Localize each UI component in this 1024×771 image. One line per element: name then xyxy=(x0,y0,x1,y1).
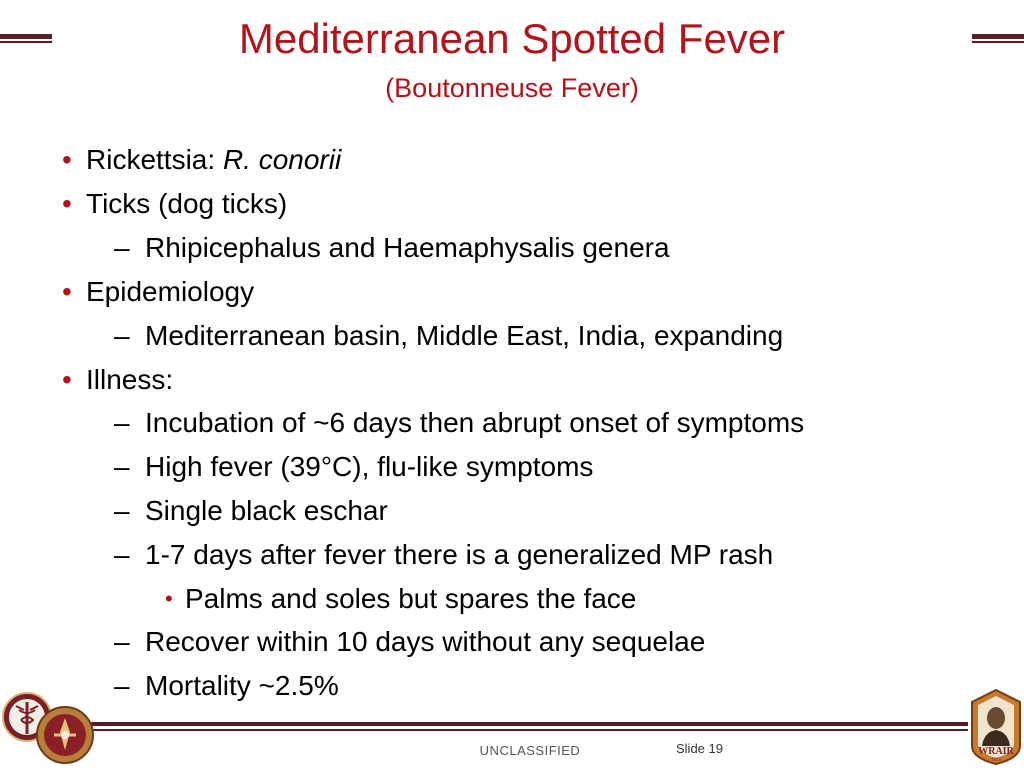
sub-bullet-mortality xyxy=(114,668,339,704)
dash-marker: – xyxy=(114,670,130,701)
sub-bullet-text: Mortality ~2.5% xyxy=(145,670,339,701)
bullet-marker: • xyxy=(165,586,173,611)
bullet-text: Illness: xyxy=(86,364,174,395)
slide-subtitle: (Boutonneuse Fever) xyxy=(385,73,639,103)
footer-divider-thin xyxy=(56,729,968,731)
dash-marker: – xyxy=(114,495,130,526)
sub-bullet-text: High fever (39°C), flu-like symptoms xyxy=(145,451,594,482)
footer-divider xyxy=(56,722,968,726)
slide-title: Mediterranean Spotted Fever xyxy=(238,15,786,62)
sub-bullet-recovery xyxy=(114,624,705,660)
dash-marker: – xyxy=(114,320,130,351)
sub-bullet-text: Mediterranean basin, Middle East, India, expanding xyxy=(145,320,784,351)
bullet-marker: • xyxy=(62,144,72,175)
dash-marker: – xyxy=(114,451,130,482)
dash-marker: – xyxy=(114,626,130,657)
sub-bullet-text: Rhipicephalus and Haemaphysalis genera xyxy=(145,232,670,263)
sub-sub-bullet-text: Palms and soles but spares the face xyxy=(185,583,637,614)
sub-bullet-fever xyxy=(114,449,593,485)
dash-marker: – xyxy=(114,232,130,263)
bullet-marker: • xyxy=(62,188,72,219)
army-medical-shield-logo xyxy=(36,704,94,766)
dash-marker: – xyxy=(114,539,130,570)
classification-label: UNCLASSIFIED xyxy=(479,743,581,758)
svg-text:WRAIR: WRAIR xyxy=(978,746,1014,757)
bullet-text: Ticks (dog ticks) xyxy=(86,188,288,219)
sub-bullet-text: 1-7 days after fever there is a generalized MP rash xyxy=(145,539,774,570)
bullet-illness xyxy=(62,362,173,398)
sub-sub-bullet-palms xyxy=(165,581,636,617)
bullet-ticks xyxy=(62,186,287,222)
slide-number: Slide 19 xyxy=(676,741,723,756)
sub-bullet-text: Single black eschar xyxy=(145,495,388,526)
bullet-text: Epidemiology xyxy=(86,276,255,307)
bullet-marker: • xyxy=(62,276,72,307)
sub-bullet-text: Incubation of ~6 days then abrupt onset of symptoms xyxy=(145,407,805,438)
bullet-rickettsia xyxy=(62,142,341,178)
organism-name: R. conorii xyxy=(222,144,342,175)
dash-marker: – xyxy=(114,407,130,438)
wrair-logo xyxy=(970,688,1022,766)
sub-bullet-text: Recover within 10 days without any sequelae xyxy=(145,626,706,657)
bullet-epidemiology xyxy=(62,274,254,310)
sub-bullet-incubation xyxy=(114,405,804,441)
sub-bullet-genera xyxy=(114,230,670,266)
sub-bullet-regions xyxy=(114,318,783,354)
bullet-text: Rickettsia: xyxy=(86,144,223,175)
sub-bullet-eschar xyxy=(114,493,388,529)
bullet-marker: • xyxy=(62,364,72,395)
svg-text:1893: 1893 xyxy=(991,758,1001,763)
sub-bullet-rash xyxy=(114,537,773,573)
